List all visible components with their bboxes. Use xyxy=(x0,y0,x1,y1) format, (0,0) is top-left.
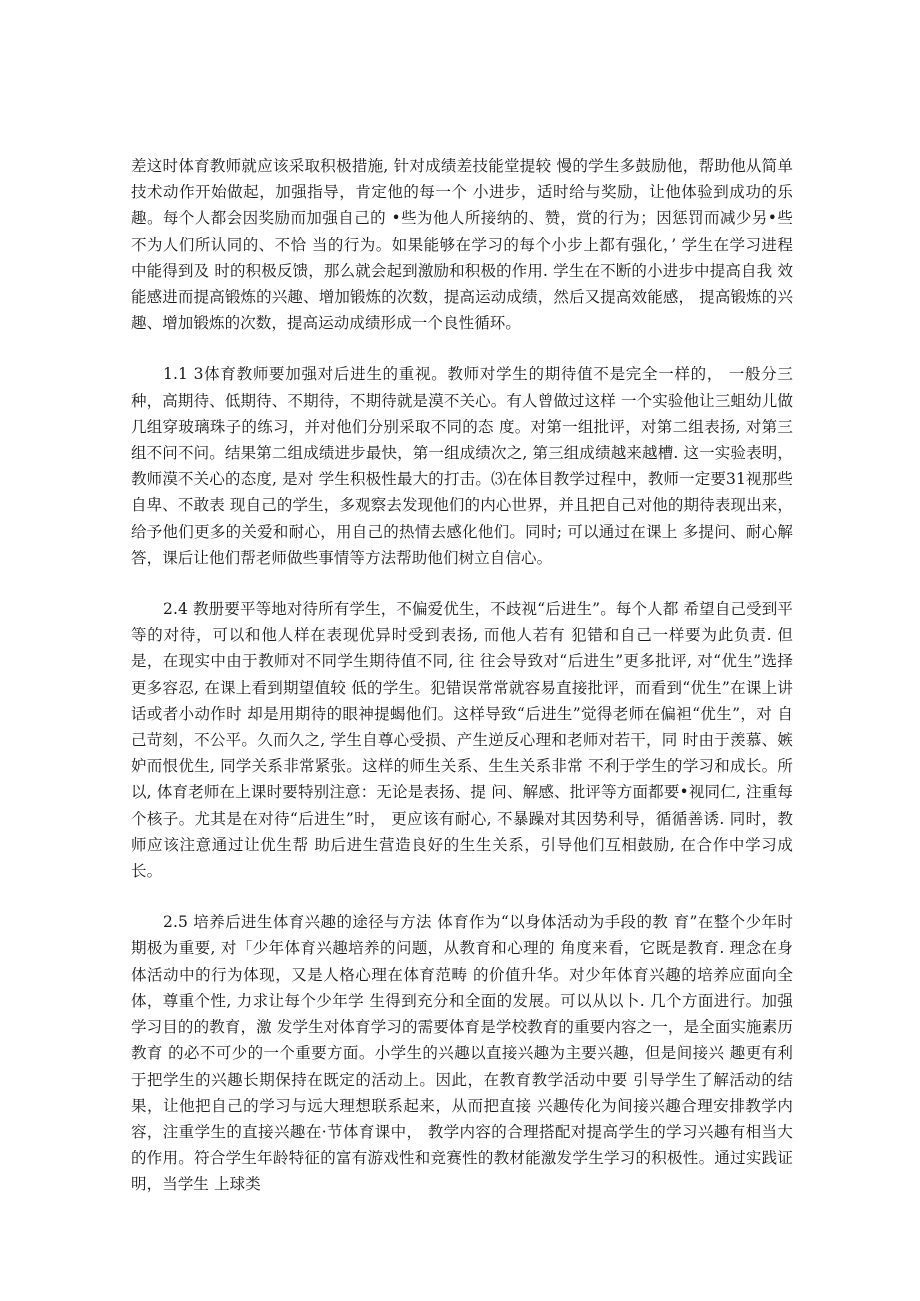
paragraph-section-1-1-3: 1.1 3体育教师要加强对后进生的重视。教师对学生的期待值不是完全一样的， 一般分三种，高期待、低期待、不期待，不期待就是漠不关心。有人曾做过这样 一个实验他让三蛆幼儿做几组穿玻璃珠子的练习，并对他们分别采取不同的态 度。对第一组批评，对第二组表扬, 对第三组不问不问。结果第二组成绩进步最快，第一组成绩次之, 第三组成绩越来越槽. 这一实验表明，教师漠不关心的态度, 是对 学生积极性最大的打击。⑶在体目教学过程中，教师一定要31视那些自卑、不敢表 现自己的学生，多观察去发现他们的内心世界，并且把自己对他的期待表现出来， 给予他们更多的关爱和耐心，用自己的热情去感化他们。同时; 可以通过在课上 多提问、耐心解答，课后让他们帮老师做些事情等方法帮助他们树立自信心。 xyxy=(131,365,793,567)
paragraph-continuation: 差这时体育教师就应该采取积极措施, 针对成绩差技能堂提较 慢的学生多鼓励他，帮助他从简单技术动作开始做起，加强指导，肯定他的每一个 小进步，适时给与奖励，让他体验到成功的乐趣。每个人都会因奖励而加强自己的 •些为他人所接纳的、赞，赏的行为；因惩罚而减少另•些不为人们所认同的、不恰 当的行为。如果能够在学习的每个小步上都有强化，’ 学生在学习进程中能得到及 时的积极反馈，那么就会起到激励和积极的作用. 学生在不断的小进步中提高自我 效能感进而提高锻炼的兴趣、增加锻炼的次数，提高运动成绩，然后又提高效能感， 提高锻炼的兴趣、增加锻炼的次数，提高运动成绩形成一个良性循环。 xyxy=(131,157,793,333)
paragraph-section-2-4: 2.4 教册要平等地对待所有学生，不偏爱优生，不歧视“后进生”。每个人都 希望自己受到平等的对待，可以和他人样在表现优异时受到表扬, 而他人若有 犯错和自己一样要为此负责. 但是，在现实中由于教师对不同学生期待值不同, 往 往会导致对“后进生”更多批评, 对“优生”选择更多容忍, 在课上看到期望值较 低的学生。犯错误常常就容易直接批评，而看到“优生”在课上讲话或者小动作时 却是用期待的眼神提蝎他们。这样导致“后进生”觉得老师在偏袒“优生”，对 自己苛刻，不公平。久而久之, 学生自尊心受损、产生逆反心理和老师对若干，同 时由于羡慕、嫉妒而恨优生, 同学关系非常紧张。这样的师生关系、生生关系非常 不利于学生的学习和成长。所以, 体育老师在上课时要特别注意：无论是表扬、提 问、解感、批评等方面都要•视同仁, 注重每个核子。尤其是在对待“后进生”时， 更应该有耐心, 不暴躁对其因势利导，循循善诱. 同时，教师应该注意通过让优生帮 助后进生营造良好的生生关系，引导他们互相鼓励, 在合作中学习成长。 xyxy=(131,600,793,881)
document-body xyxy=(131,153,793,1223)
paragraph-section-2-5: 2.5 培养后进生体育兴趣的途径与方法 体育作为“以身体活动为手段的教 育”在整个少年时期极为重要, 对「少年体育兴趣培养的问题，从教育和心理的 角度来看，它既是教育. 理念在身体活动中的行为体现，又是人格心理在体育范畴 的价值升华。对少年体育兴趣的培养应面向全体，尊重个性, 力求让每个少年学 生得到充分和全面的发展。可以从以卜. 几个方面进行。加强学习目的的教育，激 发学生对体育学习的需要体育是学校教育的重要内容之一，是全面实施素历教育 的必不可少的一个重要方面。小学生的兴趣以直接兴趣为主要兴趣，但是间接兴 趣更有利于把学生的兴趣长期保持在既定的活动上。因此，在教育教学活动中要 引导学生了解活动的结果，让他把自己的学习与远大理想联系起来，从而把直接 兴趣传化为间接兴趣合理安排教学内容，注重学生的直接兴趣在·节体育课中， 教学内容的合理搭配对提高学生的学习兴趣有相当大的作用。符合学生年龄特征的富有游戏性和竞赛性的教材能激发学生学习的积极性。通过实践证明，当学生 上球类 xyxy=(131,913,793,1194)
